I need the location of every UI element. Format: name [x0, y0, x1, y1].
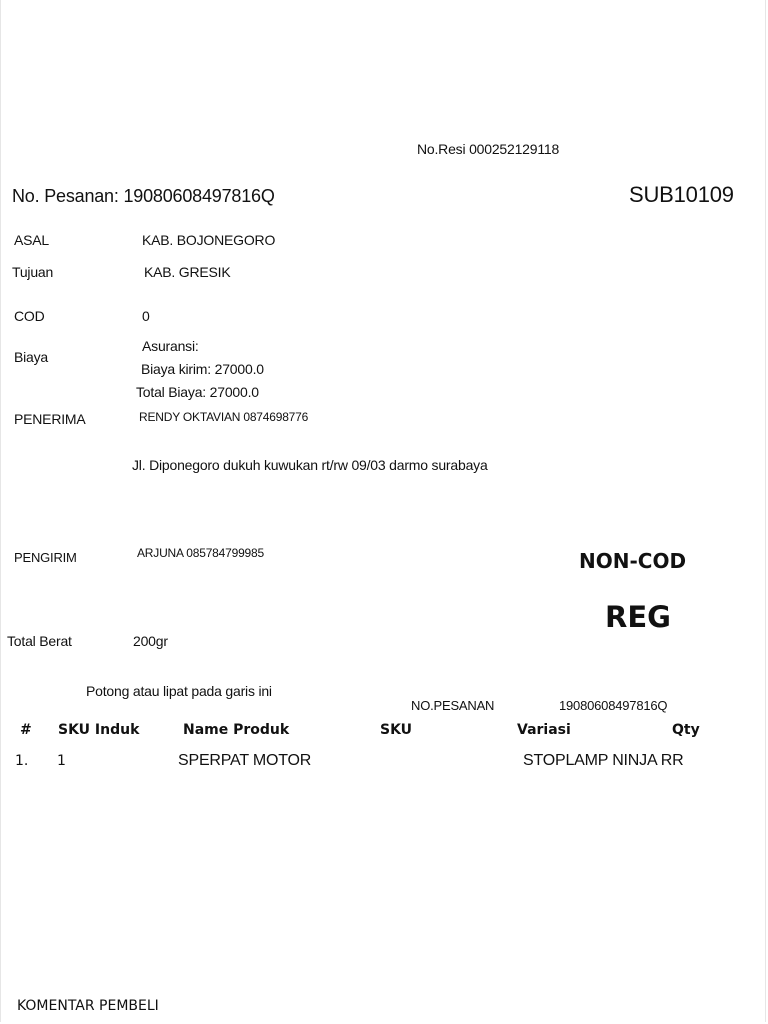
col-header-sku: SKU [380, 722, 413, 738]
cut-instruction: Potong atau lipat pada garis ini [86, 683, 272, 699]
total-berat-value: 200gr [133, 633, 168, 649]
penerima-value: RENDY OKTAVIAN 0874698776 [139, 410, 309, 424]
biaya-kirim-text: Biaya kirim: 27000.0 [141, 361, 264, 377]
tujuan-value: KAB. GRESIK [144, 264, 231, 280]
payment-type: NON-COD [579, 549, 687, 573]
col-header-num: # [20, 722, 32, 738]
cod-label: COD [14, 308, 45, 324]
order-number: No. Pesanan: 19080608497816Q [12, 186, 275, 206]
row-variasi: STOPLAMP NINJA RR [523, 752, 684, 769]
asuransi-text: Asuransi: [142, 338, 199, 354]
no-pesanan-label: NO.PESANAN [411, 698, 495, 713]
service-type: REG [605, 600, 671, 634]
row-sku-induk: 1 [57, 753, 66, 769]
col-header-variasi: Variasi [517, 722, 571, 738]
total-berat-label: Total Berat [7, 633, 72, 649]
cod-value: 0 [142, 308, 150, 324]
penerima-label: PENERIMA [14, 411, 86, 427]
no-pesanan-value: 19080608497816Q [559, 698, 668, 713]
biaya-label: Biaya [14, 349, 49, 365]
row-product-name: SPERPAT MOTOR [178, 752, 312, 769]
pengirim-label: PENGIRIM [14, 550, 77, 565]
row-num: 1. [15, 753, 29, 769]
buyer-comment-label: KOMENTAR PEMBELI [17, 998, 159, 1014]
col-header-qty: Qty [672, 722, 700, 738]
col-header-name: Name Produk [183, 722, 290, 738]
recipient-address: Jl. Diponegoro dukuh kuwukan rt/rw 09/03 darmo surabaya [132, 457, 488, 473]
pengirim-value: ARJUNA 085784799985 [137, 546, 264, 560]
sub-code: SUB10109 [629, 182, 734, 207]
asal-label: ASAL [14, 232, 49, 248]
col-header-sku-induk: SKU Induk [58, 722, 140, 738]
total-biaya-text: Total Biaya: 27000.0 [136, 384, 259, 400]
asal-value: KAB. BOJONEGORO [142, 232, 276, 248]
resi-number: No.Resi 000252129118 [417, 141, 560, 157]
tujuan-label: Tujuan [12, 264, 54, 280]
